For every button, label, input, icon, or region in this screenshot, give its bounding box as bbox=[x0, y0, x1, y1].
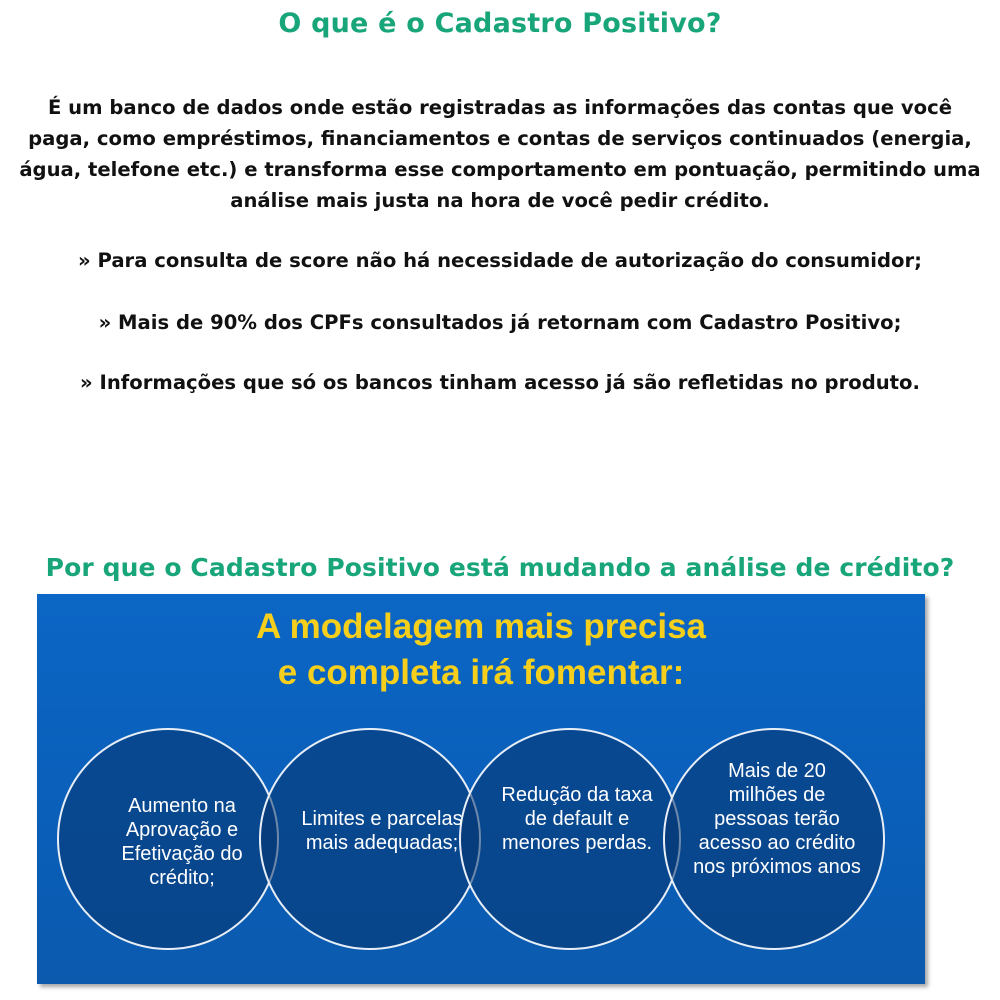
bullet-item: » Para consulta de score não há necessidade de autorização do consumidor; bbox=[78, 249, 922, 272]
infographic-heading bbox=[37, 604, 925, 696]
bullet-item: » Informações que só os bancos tinham acesso já são refletidas no produto. bbox=[80, 371, 920, 394]
circle-text-approval: Aumento na Aprovação e Efetivação do crédito; bbox=[121, 795, 243, 889]
infographic-heading-line1: A modelagem mais precisa bbox=[255, 607, 706, 646]
section-title-what-is: O que é o Cadastro Positivo? bbox=[278, 8, 722, 39]
infographic-panel bbox=[37, 594, 925, 984]
intro-paragraph bbox=[0, 92, 1000, 216]
circle-text-limits: Limites e parcelas mais adequadas; bbox=[301, 808, 463, 854]
circle-text-access: Mais de 20 milhões de pessoas terão acesso ao crédito nos próximos anos bbox=[693, 760, 861, 878]
infographic-heading-line2: e completa irá fomentar: bbox=[277, 653, 685, 692]
section-title-why: Por que o Cadastro Positivo está mudando a análise de crédito? bbox=[45, 553, 955, 582]
intro-text: É um banco de dados onde estão registradas as informações das contas que você paga, como empréstimos, financiamentos e contas de serviços continuados (energia, água, telefone etc.) e transforma esse comportamento em pontuação, permitindo uma análise mais justa na hora de você pedir crédito. bbox=[19, 96, 981, 212]
bullet-item: » Mais de 90% dos CPFs consultados já retornam com Cadastro Positivo; bbox=[98, 311, 902, 334]
circle-text-default: Redução da taxa de default e menores perdas. bbox=[501, 784, 653, 854]
